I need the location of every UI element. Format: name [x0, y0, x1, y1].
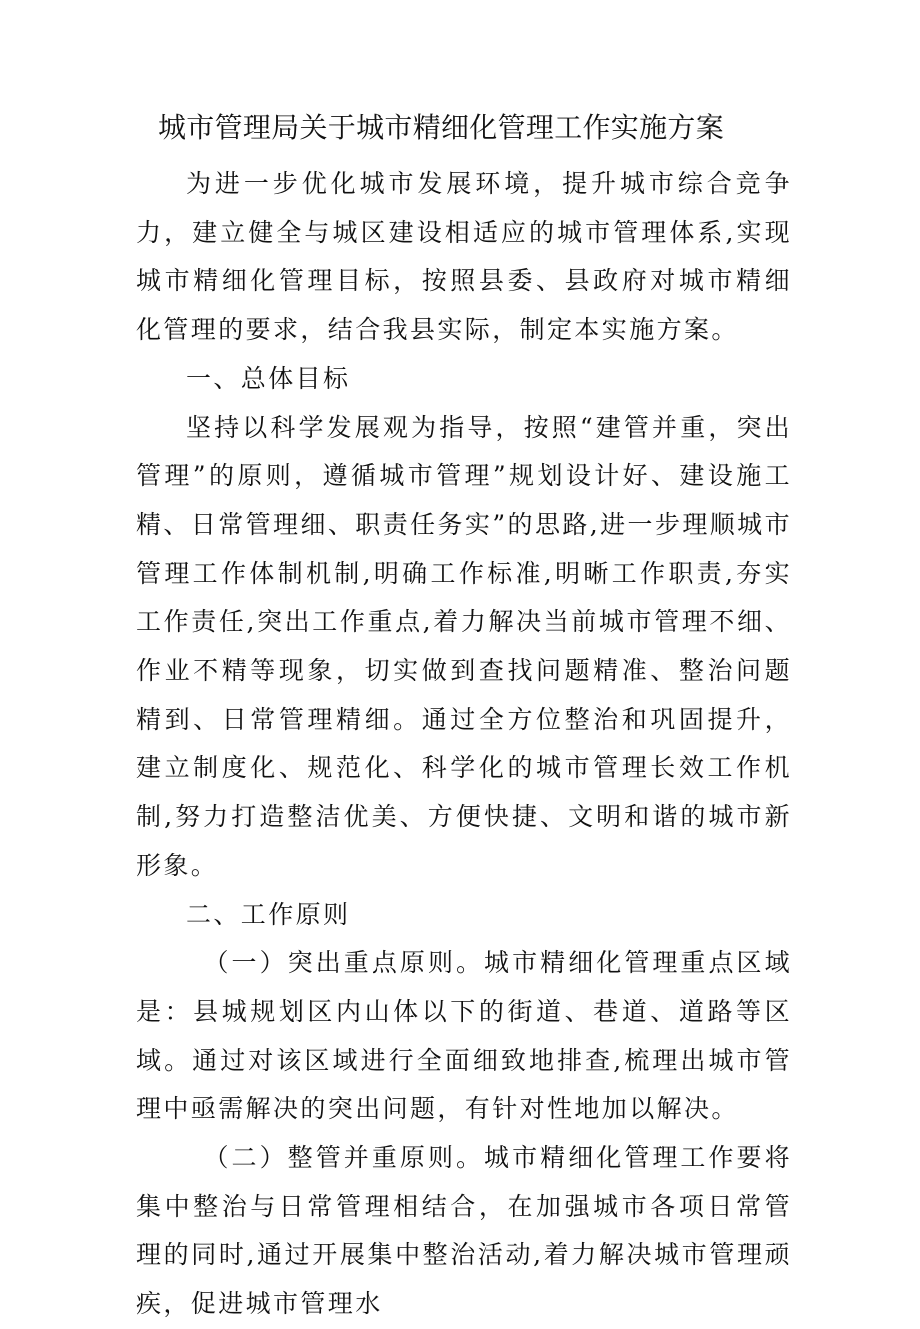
intro-paragraph: 为进一步优化城市发展环境，提升城市综合竞争力，建立健全与城区建设相适应的城市管理体系,实现城市精细化管理目标，按照县委、县政府对城市精细化管理的要求，结合我县实际，制定本实施方案。: [136, 169, 792, 345]
document-title: 城市管理局关于城市精细化管理工作实施方案: [158, 111, 725, 144]
principle-1-paragraph: （一）突出重点原则。城市精细化管理重点区域是：县城规划区内山体以下的街道、巷道、道路等区域。通过对该区域进行全面细致地排查,梳理出城市管理中亟需解决的突出问题，有针对性地加以解决。: [136, 948, 792, 1124]
section-heading-overall-goal: 一、总体目标: [186, 363, 351, 393]
overall-goal-paragraph: 坚持以科学发展观为指导，按照“建管并重，突出管理”的原则，遵循城市管理”规划设计好、建设施工精、日常管理细、职责任务实”的思路,进一步理顺城市管理工作体制机制,明确工作标准,明晰工作职责,夯实工作责任,突出工作重点,着力解决当前城市管理不细、作业不精等现象，切实做到查找问题精准、整治问题精到、日常管理精细。通过全方位整治和巩固提升，建立制度化、规范化、科学化的城市管理长效工作机制,努力打造整洁优美、方便快捷、文明和谐的城市新形象。: [136, 412, 792, 880]
principle-2-paragraph: （二）整管并重原则。城市精细化管理工作要将集中整治与日常管理相结合，在加强城市各项日常管理的同时,通过开展集中整治活动,着力解决城市管理顽疾，促进城市管理水: [136, 1143, 792, 1319]
section-heading-work-principles: 二、工作原则: [186, 899, 351, 929]
document-body: [136, 160, 792, 1329]
